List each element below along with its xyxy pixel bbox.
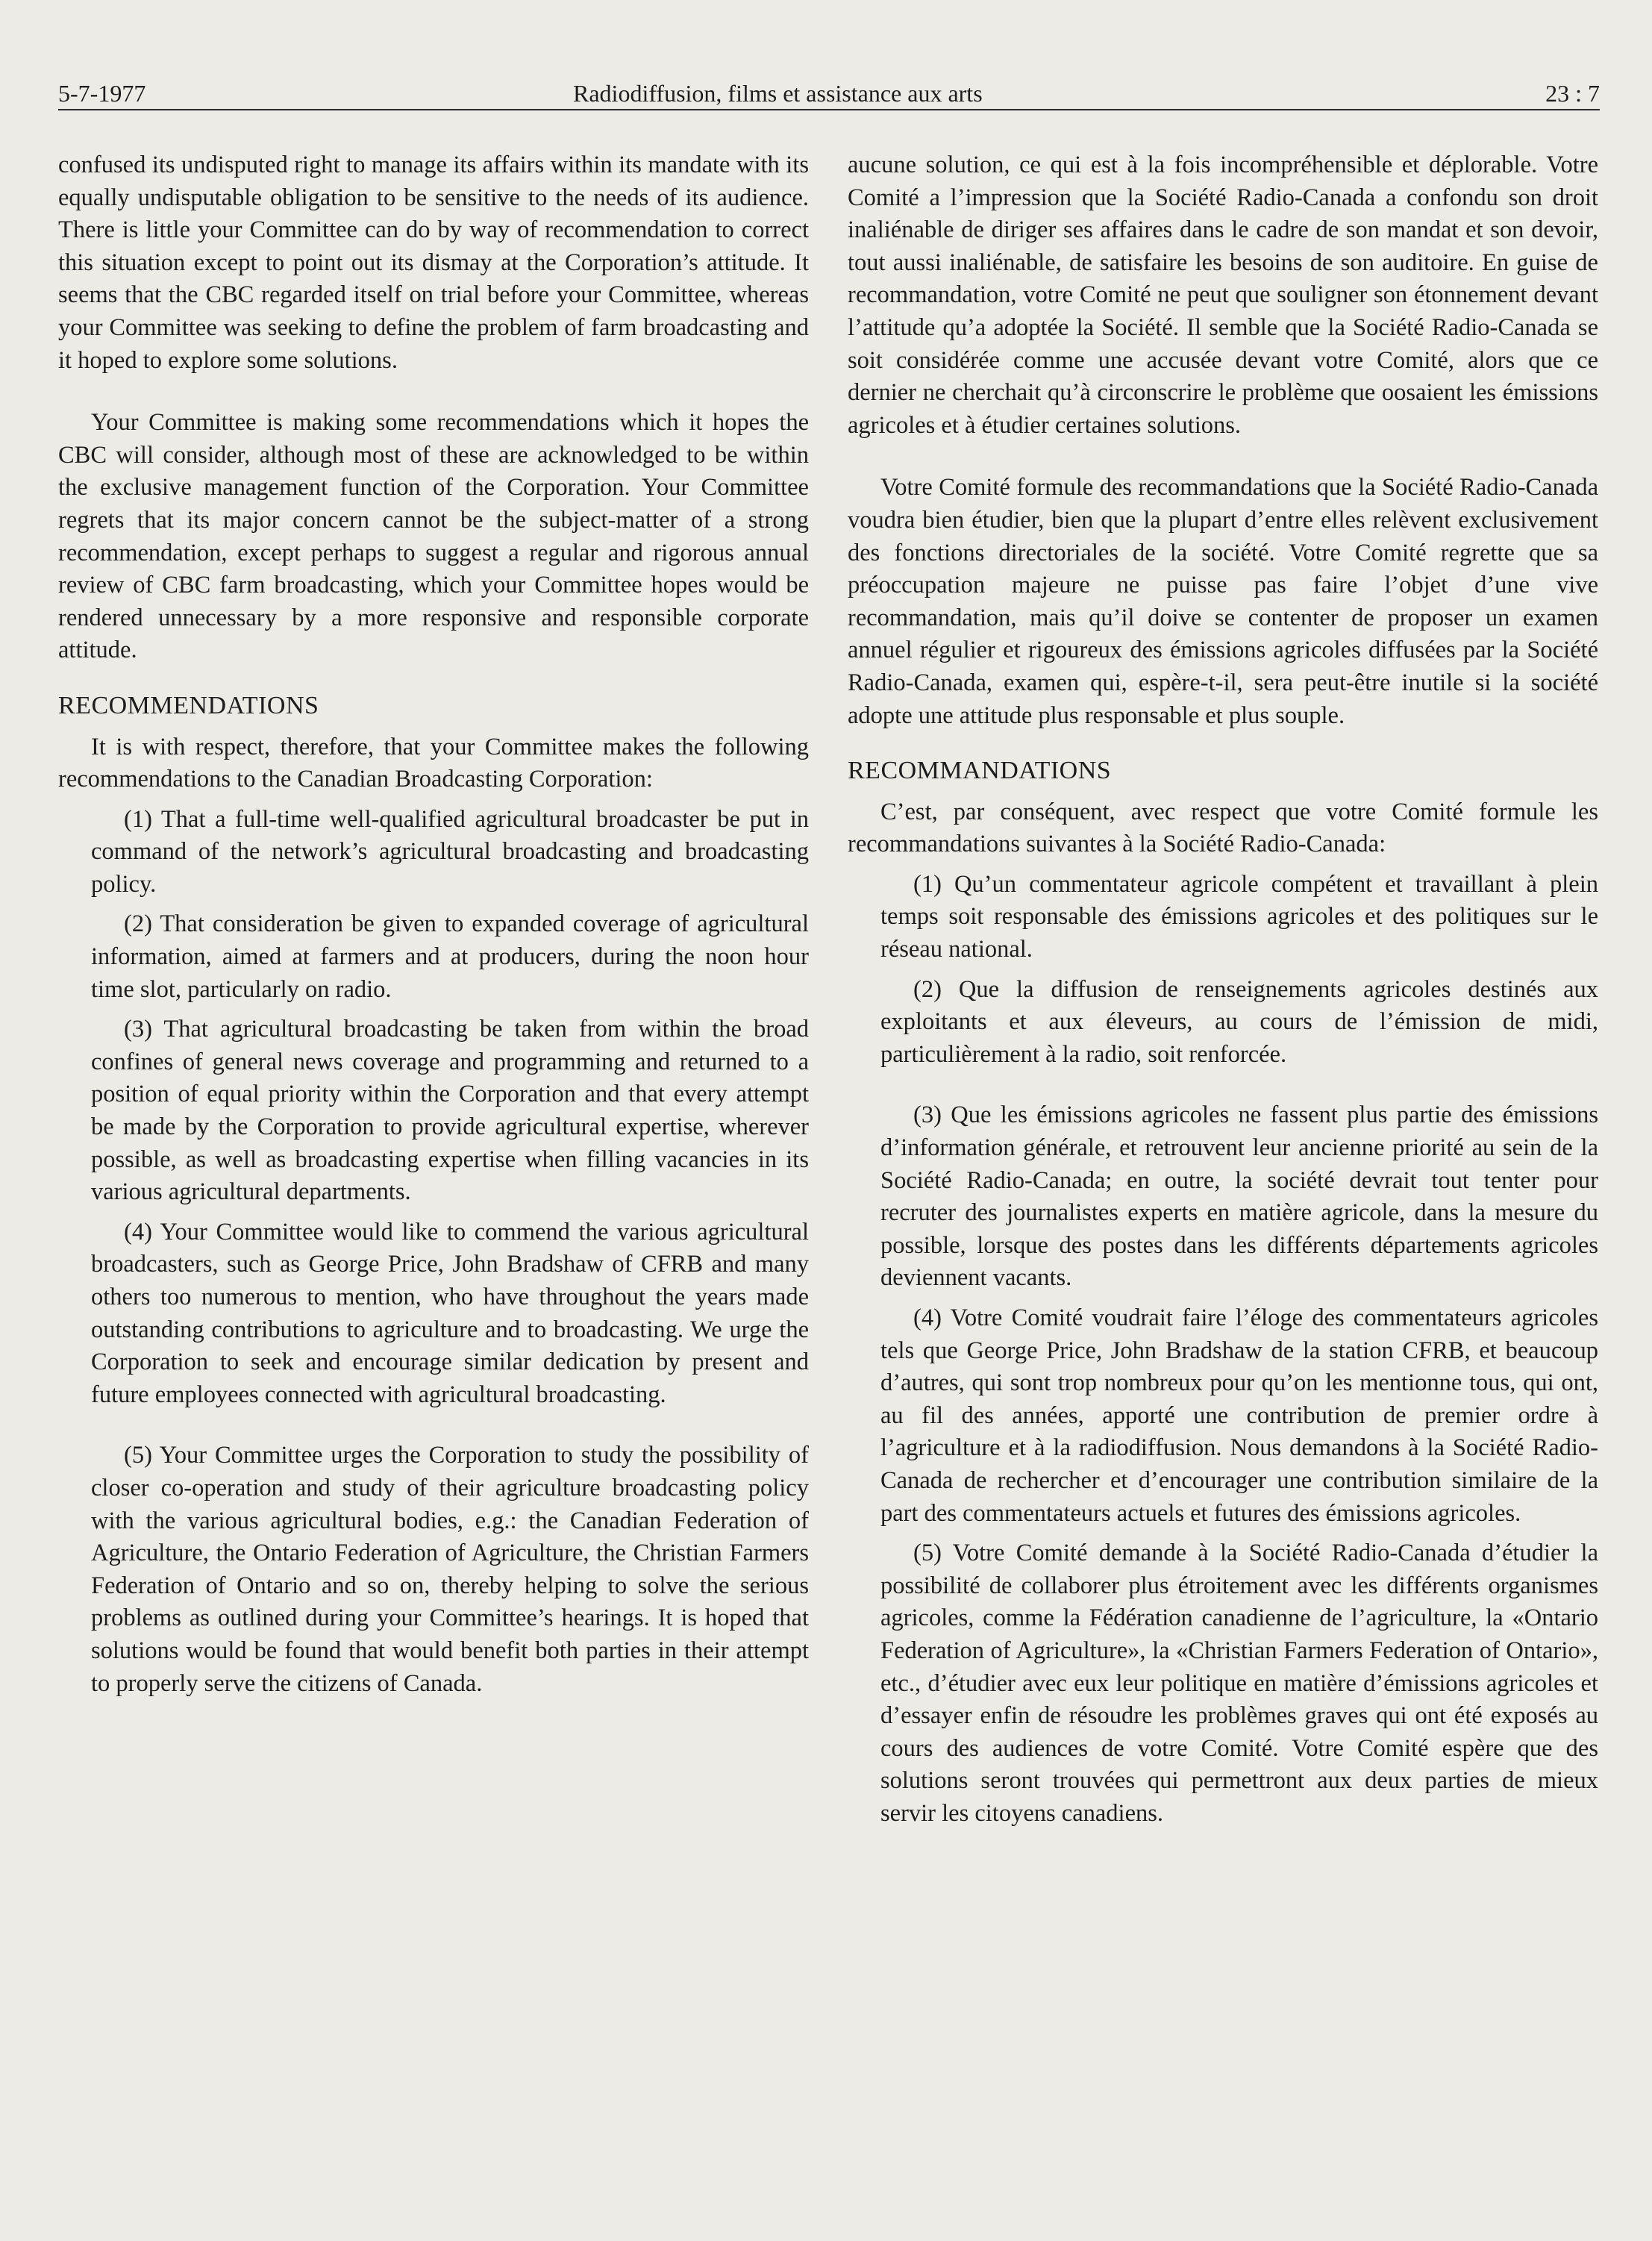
english-column	[58, 149, 809, 1700]
french-second-paragraph: Votre Comité formule des recommandations que la Société Radio-Canada voudra bien étudier, bien que la plupart d’entre elles relèvent exclusivement des fonctions directoriales de la société. Votre Comité regrette que sa préoccupation majeure ne puisse pas faire l’objet d’une vive recommandation, mais qu’il doive se contenter de proposer un examen annuel régulier et rigoureux des émissions agricoles diffusées par la Société Radio-Canada, examen qui, espère-t-il, sera peut-être inutile si la société adopte une attitude plus responsable et plus souple.	[848, 474, 1598, 729]
french-lead-paragraph: C’est, par conséquent, avec respect que votre Comité formule les recommandations suivantes à la Société Radio-Canada:	[848, 798, 1598, 858]
header-title: Radiodiffusion, films et assistance aux arts	[573, 80, 983, 107]
english-second-paragraph: Your Committee is making some recommendations which it hopes the CBC will consider, although most of these are acknowledged to be within the exclusive management function of the Corporation. Your Committee regrets that its major concern cannot be the subject-matter of a strong recommendation, except perhaps to suggest a regular and rigorous annual review of CBC farm broadcasting, which your Committee hopes would be rendered unnecessary by a more responsive and responsible corporate attitude.	[58, 409, 809, 664]
french-recommendation-5: (5) Votre Comité demande à la Société Radio-Canada d’étudier la possibilité de collaborer plus étroitement avec les différents organismes agricoles, comme la Fédération canadienne de l’agriculture, la «Ontario Federation of Agriculture», la «Christian Farmers Federation of Ontario», etc., d’étudier avec eux leur politique en matière d’émissions agricoles et d’essayer enfin de résoudre les problèmes graves qui ont été exposés au cours des audiences de votre Comité. Votre Comité espère que des solutions seront trouvées qui permettront aux deux parties de mieux servir les citoyens canadiens.	[880, 1540, 1598, 1827]
french-intro-paragraph: aucune solution, ce qui est à la fois incompréhensible et déplorable. Votre Comité a l’impression que la Société Radio-Canada a confondu son droit inaliénable de diriger ses affaires dans le cadre de son mandat et son devoir, tout aussi inaliénable, de satisfaire les besoins de son auditoire. En guise de recommandation, votre Comité ne peut que souligner son étonnement devant l’attitude qu’a adoptée la Société. Il semble que la Société Radio-Canada se soit considérée comme une accusée devant votre Comité, alors que ce dernier ne cherchait qu’à circonscrire le problème que oosaient les émissions agricoles et à étudier certaines solutions.	[848, 151, 1598, 439]
english-intro-paragraph: confused its undisputed right to manage its affairs within its mandate with its equally undisputable obligation to be sensitive to the needs of its audience. There is little your Committee can do by way of recommendation to correct this situation except to point out its dismay at the Corporation’s attitude. It seems that the CBC regarded itself on trial before your Committee, whereas your Committee was seeking to define the problem of farm broadcasting and it hoped to explore some solutions.	[58, 151, 809, 374]
french-recommendation-1: (1) Qu’un commentateur agricole compétent et travaillant à plein temps soit responsable des émissions agricoles et des politiques sur le réseau national.	[880, 870, 1598, 963]
french-recommendation-4: (4) Votre Comité voudrait faire l’éloge des commentateurs agricoles tels que George Price, John Bradshaw de la station CFRB, et beaucoup d’autres, qui sont trop nombreux pour qu’on les mentionne tous, qui ont, au fil des années, apporté une contribution de premier ordre à l’agriculture et à la radiodiffusion. Nous demandons à la Société Radio-Canada de rechercher et d’encourager une contribution similaire de la part des commentateurs actuels et futures des émissions agricoles.	[880, 1304, 1598, 1527]
english-recommendation-5: (5) Your Committee urges the Corporation to study the possibility of closer co-operation and study of their agriculture broadcasting policy with the various agricultural bodies, e.g.: the Canadian Federation of Agriculture, the Ontario Federation of Agriculture, the Christian Farmers Federation of Ontario and so on, thereby helping to solve the serious problems as outlined during your Committee’s hearings. It is hoped that solutions would be found that would benefit both parties in their attempt to properly serve the citizens of Canada.	[91, 1442, 809, 1697]
header-rule	[58, 109, 1600, 110]
english-recommendation-4: (4) Your Committee would like to commend the various agricultural broadcasters, such as George Price, John Bradshaw of CFRB and many others too numerous to mention, who have throughout the years made outstanding contributions to agriculture and to broadcasting. We urge the Corporation to seek and encourage similar dedication by present and future employees connected with agricultural broadcasting.	[91, 1218, 809, 1408]
header-page-number: 23 : 7	[1545, 80, 1600, 107]
french-column	[848, 149, 1598, 1831]
english-recommendation-3: (3) That agricultural broadcasting be taken from within the broad confines of general news coverage and programming and returned to a position of equal priority within the Corporation and that every attempt be made by the Corporation to provide agricultural expertise, wherever possible, as well as broadcasting expertise when filling vacancies in its various agricultural departments.	[91, 1016, 809, 1206]
english-recommendation-1: (1) That a full-time well-qualified agricultural broadcaster be put in command of the network’s agricultural broadcasting and broadcasting policy.	[91, 805, 809, 898]
french-recommendations-heading: RECOMMANDATIONS	[848, 757, 1112, 785]
french-recommendation-2: (2) Que la diffusion de renseignements agricoles destinés aux exploitants et aux éleveurs, au cours de l’émission de midi, particulièrement à la radio, soit renforcée.	[880, 975, 1598, 1068]
english-recommendation-2: (2) That consideration be given to expanded coverage of agricultural information, aimed at farmers and at producers, during the noon hour time slot, particularly on radio.	[91, 910, 809, 1003]
english-recommendations-heading: RECOMMENDATIONS	[58, 691, 319, 719]
french-recommendation-3: (3) Que les émissions agricoles ne fassent plus partie des émissions d’information générale, et retrouvent leur ancienne priorité au sein de la Société Radio-Canada; en outre, la société devrait tout tenter pour recruter des journalistes experts en matière agricole, dans la mesure du possible, lorsque des postes dans les différents départements agricoles deviennent vacants.	[880, 1101, 1598, 1292]
page-header	[58, 75, 1600, 112]
header-date: 5-7-1977	[58, 80, 146, 107]
english-lead-paragraph: It is with respect, therefore, that your Committee makes the following recommendations to the Canadian Broadcasting Corporation:	[58, 733, 809, 793]
